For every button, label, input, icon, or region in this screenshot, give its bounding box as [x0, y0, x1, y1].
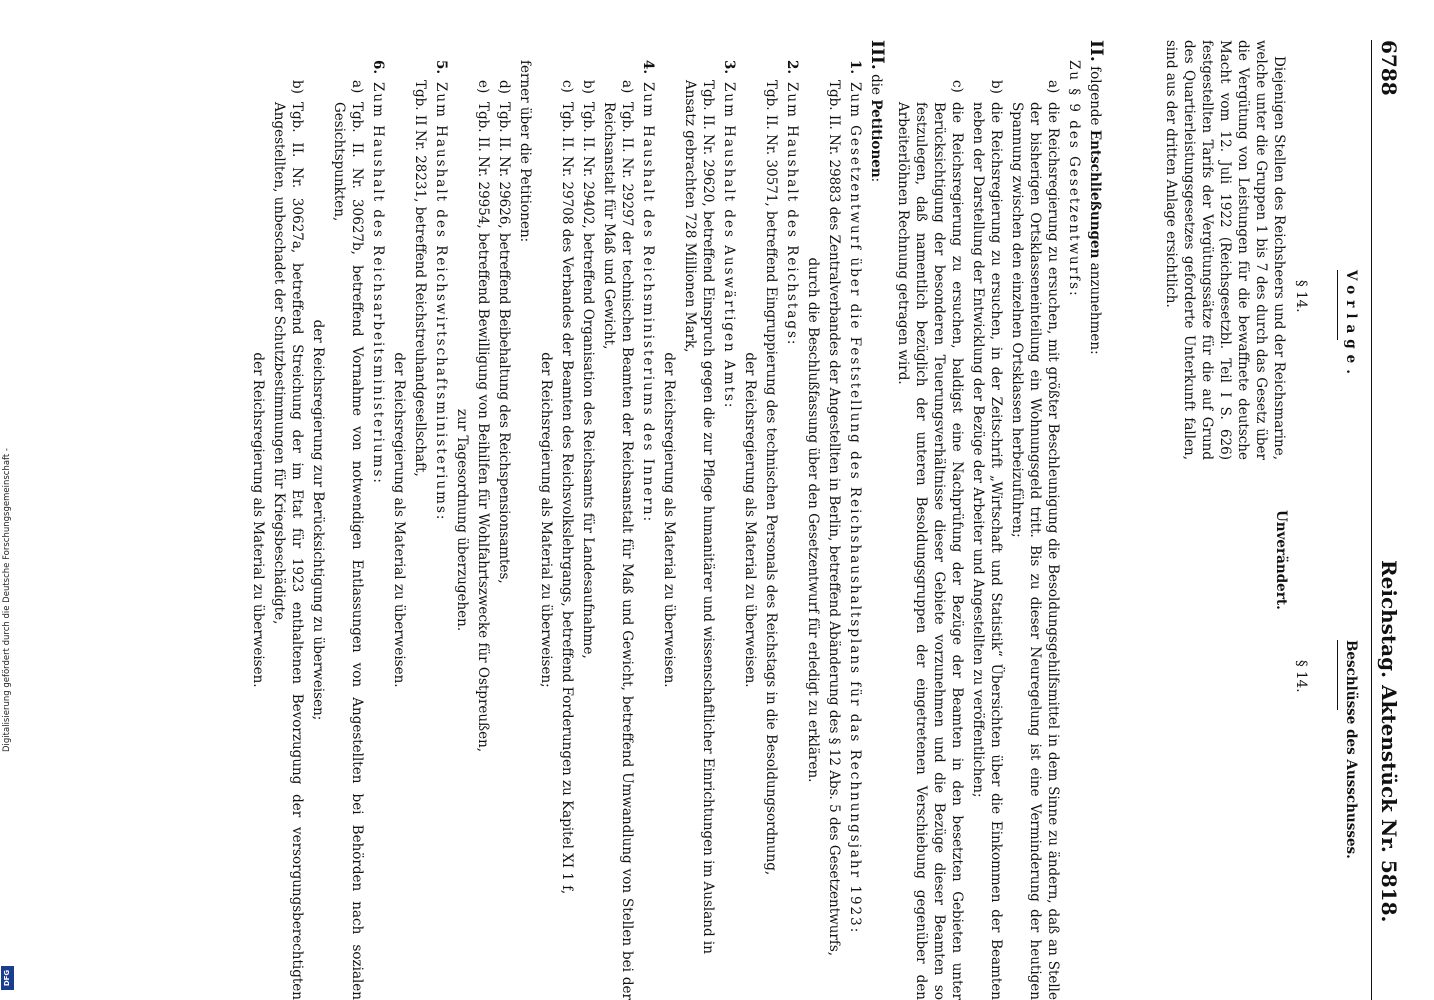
- resolution-text: die Reichsregierung zu ersuchen, mit größter Beschleunigung die Besoldungsgehilfsmittel in dem Sinne zu ändern, daß an Stelle der bisherigen Ortsklasseneinteilung ein Wohnungsgeld tritt. Bis zu dieser Neuregelung ist eine Verminderung der heutigen Spannung zwischen den einzelnen Ortsklassen herbeizuführen;: [1009, 102, 1061, 1000]
- column-heading-beschluesse: Beschlüsse des Ausschusses.: [1343, 640, 1359, 859]
- resolution-c: [894, 40, 966, 1000]
- petition-number: 6.: [370, 60, 386, 75]
- petition-subtext: Tgb. II. Nr. 29626, betreffend Beibehaltung des Reichspensionsamtes,: [496, 102, 512, 584]
- column-rule-left: [1337, 270, 1338, 340]
- petition-subtext: Tgb. II. Nr. 29402, betreffend Organisation des Reichsamts für Landesaufnahme,: [580, 102, 596, 659]
- petition-subitem: [474, 40, 492, 1000]
- petition-subitem: [558, 40, 576, 1000]
- petition-further-intro: ferner über die Petitionen:: [517, 60, 533, 243]
- petition-body: Tgb. II Nr. 28231, betreffend Reichstreuhandgesellschaft,: [412, 80, 428, 477]
- petition-subitem: [270, 40, 306, 1000]
- resolution-text: die Reichsregierung zu ersuchen, baldigst eine Nachprüfung der Bezüge der Beamten in den besetzten Gebieten unter Berücksichtigung der besonderen Teuerungsverhältnisse dieser Gebiete vorzunehmen und die Bezüge dieser Beamten so festzulegen, daß namentlich bezüglich der unteren Besoldungsgruppen der eingetretenen Verschiebung gegenüber den Arbeiterlöhnen Rechnung getragen wird.: [895, 102, 965, 1000]
- credit-strip: [0, 0, 16, 1000]
- section-iii-intro-post: :: [868, 177, 884, 183]
- petition-sublabel: a): [619, 80, 635, 94]
- section-ii-intro: [1086, 40, 1105, 1000]
- petition-title: Zum Haushalt des Reichsarbeitsministeriums:: [370, 82, 386, 485]
- petition-sublabel: b): [580, 80, 596, 94]
- petition-number: 1.: [847, 60, 863, 75]
- petition-subitem: [330, 40, 366, 1000]
- petition-group-5: [432, 40, 450, 1000]
- unchanged-note: Unverändert.: [1273, 510, 1289, 610]
- section-ii-heading: II.: [1086, 40, 1106, 62]
- section-ii-reference: Zu § 9 des Gesetzentwurfs:: [1066, 60, 1082, 298]
- petition-title: Zum Gesetzentwurf über die Feststellung des Reichshaushaltsplans für das Rechnungsjahr 1923:: [847, 82, 863, 935]
- petition-body: Tgb. II. Nr. 29620, betreffend Einspruch gegen die zur Pflege humanitärer und wissenschaftlicher Einrichtungen im Ausland in Ansatz gebrachten 728 Millionen Mark,: [682, 80, 716, 954]
- petition-sublabel: b): [289, 80, 305, 94]
- section-number-left: § 14.: [1293, 280, 1309, 313]
- petition-sublabel: e): [475, 80, 491, 94]
- digitization-credit: Digitalisierung gefördert durch die Deutsche Forschungsgemeinschaft -: [2, 448, 12, 752]
- petition-body: Tgb. II. Nr. 30571, betreffend Eingruppierung des technischen Personals des Reichstags in die Besoldungsordnung,: [763, 80, 779, 876]
- petition-number: 2.: [784, 60, 800, 75]
- page-number: 6788: [1377, 40, 1401, 96]
- petition-subtext: Tgb. II. Nr. 30627b, betreffend Vornahme von notwendigen Entlassungen von Angestellten bei Behörden nach sozialen Gesichtspunkten,: [331, 102, 365, 1000]
- petition-title: Zum Haushalt des Reichsministeriums des Innern:: [640, 82, 656, 524]
- page-header: [1370, 40, 1400, 1000]
- petition-subitem: [579, 40, 597, 1000]
- petition-further-outcome: zur Tagesordnung überzugehen.: [454, 408, 470, 632]
- petition-number: 5.: [433, 60, 449, 75]
- resolutions-body: [246, 40, 1105, 1000]
- resolution-text: die Reichsregierung zu ersuchen, in der Zeitschrift „Wirtschaft und Statistik“ Übersichten über die Einkommen der Beamten neben der Darstellung der Entwicklung der Bezüge der Arbeiter und Angestellten zu veröffentlichen;: [970, 102, 1004, 1000]
- petition-subtext: Tgb. II. Nr. 29708 des Verbandes der Beamten des Reichsvolkslehrgangs, betreffend Forderungen zu Kapitel XI 1 f,: [559, 102, 575, 895]
- petition-title: Zum Haushalt des Reichstags:: [784, 82, 800, 347]
- petition-sublabel: c): [559, 80, 575, 93]
- resolution-label: b): [988, 80, 1004, 94]
- section-ii-intro-post: anzunehmen:: [1087, 258, 1103, 355]
- section-iii-intro: [867, 40, 886, 1000]
- column-heading-vorlage: Vorlage.: [1343, 270, 1359, 380]
- resolution-b: [969, 40, 1005, 1000]
- petition-outcome: der Reichsregierung als Material zu überweisen.: [250, 352, 266, 688]
- petition-sub-outcome: der Reichsregierung zur Berücksichtigung zu überweisen;: [310, 319, 326, 721]
- petition-outcome: der Reichsregierung als Material zu überweisen.: [661, 352, 677, 688]
- section-iii-intro-bold: Petitionen: [868, 99, 884, 178]
- petition-body: Tgb. II. Nr. 29883 des Zentralverbandes der Angestellten in Berlin, betreffend Abänderung des § 12 Abs. 5 des Gesetzentwurfs,: [826, 80, 842, 957]
- resolution-label: c): [949, 80, 965, 93]
- petition-group-6: [369, 40, 387, 1000]
- header-rule: [1371, 40, 1372, 1000]
- petition-subitem: [495, 40, 513, 1000]
- petition-outcome: der Reichsregierung als Material zu überweisen;: [538, 352, 554, 688]
- section-14-paragraph: Diejenigen Stellen des Reichsheers und der Reichsmarine, welche unter die Gruppen 1 bis 7 des durch das Gesetz über die Vergütung von Leistungen für die bewaffnete deutsche Macht vom 12. Juli 1922 (Reichsgesetzbl. Teil I S. 626) festgestellten Tarifs der Vergütungssätze für die auf Grund des Quartierleistungsgesetzes geforderte Unterkunft fallen, sind aus der dritten Anlage ersichtlich.: [1163, 40, 1287, 460]
- petition-group-4: [639, 40, 657, 1000]
- petition-group-1: [846, 40, 864, 1000]
- section-number-right: § 14.: [1293, 660, 1309, 693]
- petition-outcome: der Reichsregierung als Material zu überweisen.: [742, 352, 758, 688]
- header-title: Reichstag. Aktenstück Nr. 5818.: [1377, 560, 1401, 923]
- petition-outcome: der Reichsregierung als Material zu überweisen.: [391, 352, 407, 688]
- resolution-a: [1008, 40, 1062, 1000]
- section-iii-intro-pre: die: [868, 74, 884, 100]
- dfg-logo-label: DFG: [3, 969, 12, 987]
- resolution-label: a): [1045, 80, 1061, 94]
- section-iii-heading: III.: [867, 40, 887, 70]
- section-ii-intro-bold: Entschließungen: [1087, 129, 1103, 259]
- section-ii-intro-pre: folgende: [1087, 66, 1103, 130]
- petition-number: 4.: [640, 60, 656, 75]
- petition-outcome: durch die Beschlußfassung über den Gesetzentwurf für erledigt zu erklären.: [805, 257, 821, 783]
- petition-title: Zum Haushalt des Auswärtigen Amts:: [721, 82, 737, 410]
- petition-number: 3.: [721, 60, 737, 75]
- petition-subtext: Tgb. II. Nr. 29297 der technischen Beamten der Reichsanstalt für Maß und Gewicht, betreffend Umwandlung von Stellen bei der Reichsanstalt für Maß und Gewicht,: [601, 102, 635, 1000]
- document-page: [100, 40, 1400, 1000]
- petition-subtext: Tgb. II. Nr. 29954, betreffend Bewilligung von Beihilfen für Wohlfahrtszwecke für Ostpreußen,: [475, 102, 491, 753]
- petition-title: Zum Haushalt des Reichswirtschaftsministeriums:: [433, 82, 449, 522]
- petition-subtext: Tgb. II. Nr. 30627a, betreffend Streichung der im Etat für 1923 enthaltenen Bevorzugung der versorgungsberechtigten Angestellten, unbeschadet der Schutzbestimmungen für Kriegsbeschädigte,: [271, 102, 305, 1000]
- petition-sublabel: a): [349, 80, 365, 94]
- petition-group-3: [720, 40, 738, 1000]
- petition-group-2: [783, 40, 801, 1000]
- petition-subitem: [600, 40, 636, 1000]
- dfg-logo-icon: [1, 966, 14, 990]
- column-rule-right: [1337, 640, 1338, 710]
- petition-sublabel: d): [496, 80, 512, 94]
